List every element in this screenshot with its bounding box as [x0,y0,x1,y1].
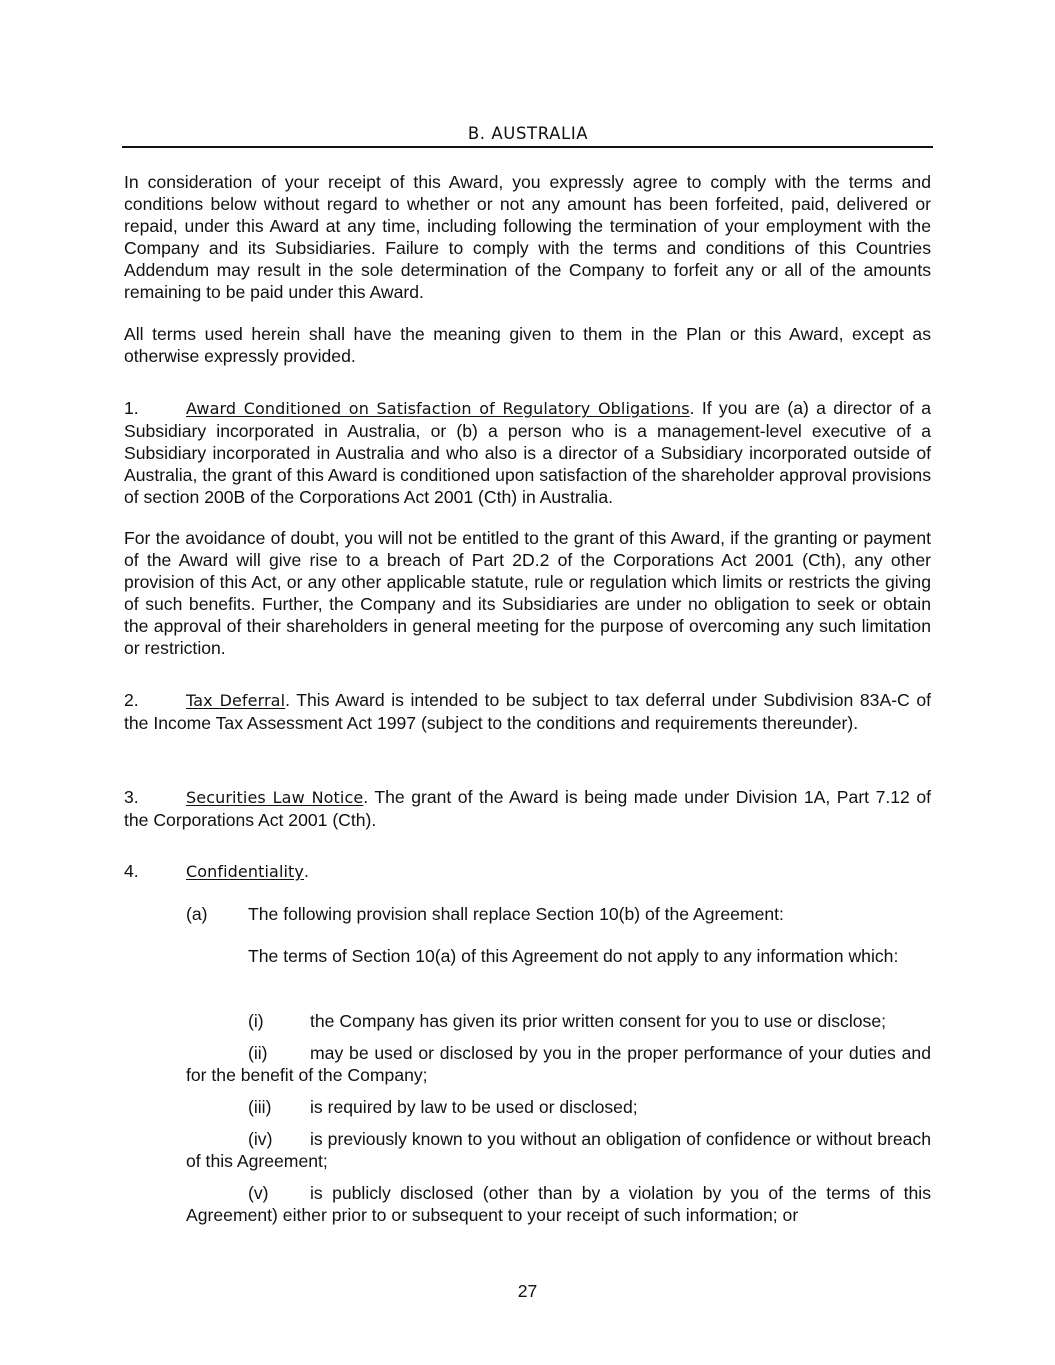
list-item-v-label: (v) [248,1183,269,1203]
list-item-iii [248,1096,931,1118]
list-item-iii-label: (iii) [248,1097,272,1117]
list-item-i [248,1010,931,1032]
section-3-title: Securities Law Notice [186,788,364,807]
list-item-v-text: is publicly disclosed (other than by a violation by you of the terms of this Agreement) either prior to or subsequent to your receipt of such information; or [186,1183,931,1225]
list-item-ii-label: (ii) [248,1043,268,1063]
section-4-number: 4. [124,861,139,881]
list-item-i-text: the Company has given its prior written consent for you to use or disclose; [310,1011,886,1031]
section-2-text: . This Award is intended to be subject to tax deferral under Subdivision 83A-C of the Income Tax Assessment Act 1997 (subject to the conditions and requirements thereunder). [124,690,931,733]
section-3-text: . The grant of the Award is being made under Division 1A, Part 7.12 of the Corporations Act 2001 (Cth). [124,787,931,830]
section-2-number: 2. [124,690,139,710]
section-2-title: Tax Deferral [186,691,286,710]
heading-rule [122,146,933,148]
section-4-title: Confidentiality [186,862,304,881]
list-item-iv [186,1128,931,1172]
list-item-iv-label: (iv) [248,1129,273,1149]
list-item-v [186,1182,931,1226]
subsection-a-label: (a) [186,904,208,924]
section-3 [124,786,931,831]
section-4 [124,860,931,883]
section-1-text: . If you are (a) a director of a Subsidiary incorporated in Australia, or (b) a person who is a management-level executive of a Subsidiary incorporated in Australia and who also is a director of a Subsidiary incorporated outside of Australia, the grant of this Award is conditioned upon satisfaction of the shareholder approval provisions of section 200B of the Corporations Act 2001 (Cth) in Australia. [124,398,931,507]
list-item-ii-text: may be used or disclosed by you in the proper performance of your duties and for the benefit of the Company; [186,1043,931,1085]
section-2 [124,689,931,734]
subsection-a [186,903,931,925]
list-item-iii-text: is required by law to be used or disclosed; [310,1097,638,1117]
section-3-number: 3. [124,787,139,807]
intro-paragraph: In consideration of your receipt of this Award, you expressly agree to comply with the terms and conditions below without regard to whether or not any amount has been forfeited, paid, delivered or repaid, under this Award at any time, including following the termination of your employment with the Company and its Subsidiaries. Failure to comply with the terms and conditions of this Countries Addendum may result in the sole determination of the Company to forfeit any or all of the amounts remaining to be paid under this Award. [124,172,931,302]
section-4-text: . [303,861,309,881]
section-1-number: 1. [124,398,139,418]
list-item-iv-text: is previously known to you without an obligation of confidence or without breach of this Agreement; [186,1129,931,1171]
section-1-avoidance-paragraph: For the avoidance of doubt, you will not be entitled to the grant of this Award, if the granting or payment of the Award will give rise to a breach of Part 2D.2 of the Corporations Act 2001 (Cth), any other provision of this Act, or any other applicable statute, rule or regulation which limits or restricts the giving of such benefits. Further, the Company and its Subsidiaries are under no obligation to seek or obtain the approval of their shareholders in general meeting for the purpose of overcoming any such limitation or restriction. [124,528,931,658]
page-number: 27 [517,1281,538,1301]
definitions-paragraph: All terms used herein shall have the meaning given to them in the Plan or this Award, except as otherwise expressly provided. [124,324,931,366]
section-1 [124,397,931,508]
section-heading: B. AUSTRALIA [467,124,589,143]
list-item-i-label: (i) [248,1011,264,1031]
section-1-title: Award Conditioned on Satisfaction of Regulatory Obligations [186,399,690,418]
list-item-ii [186,1042,931,1086]
subsection-a-text: The following provision shall replace Section 10(b) of the Agreement: [248,904,784,924]
replacement-lead: The terms of Section 10(a) of this Agreement do not apply to any information which: [248,946,899,966]
